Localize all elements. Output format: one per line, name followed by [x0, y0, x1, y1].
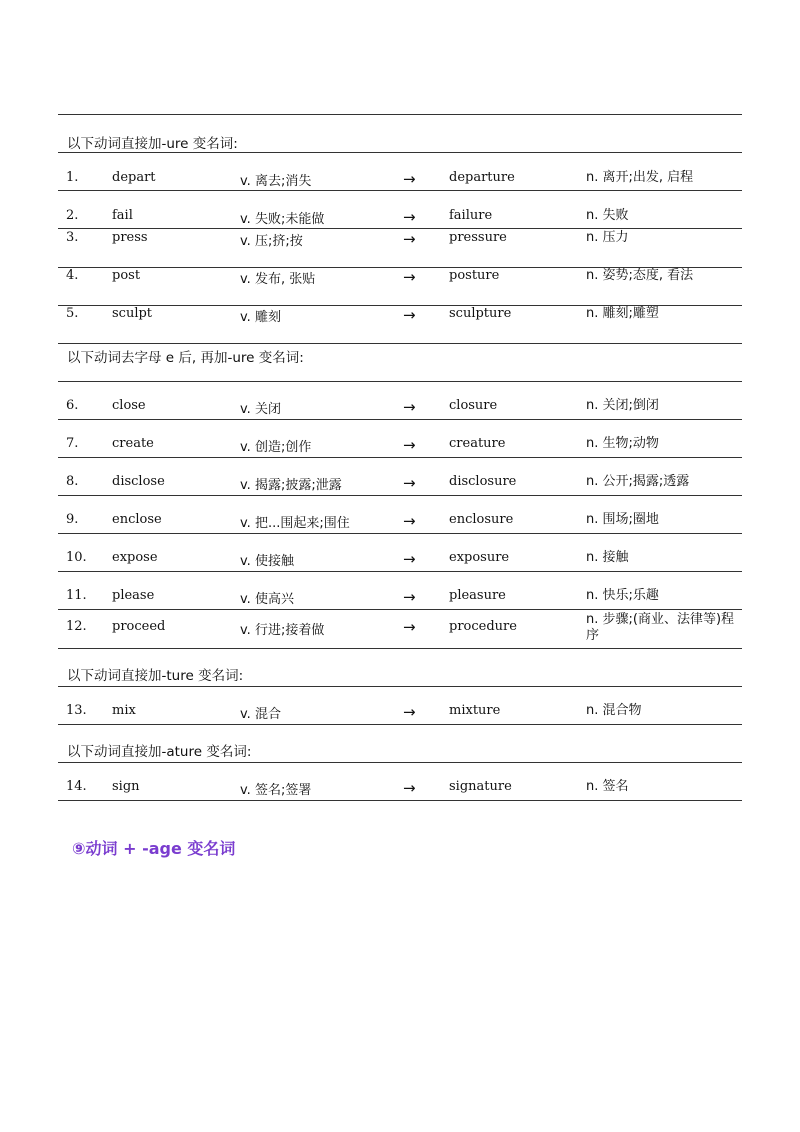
row-number: 2. — [66, 208, 79, 223]
noun-word: closure — [449, 398, 498, 413]
row-rule — [58, 228, 742, 229]
verb-definition: v. 行进;接着做 — [240, 623, 325, 638]
noun-word: failure — [449, 208, 493, 223]
section-heading-ture: 以下动词直接加-ture 变名词: — [67, 668, 244, 684]
row-number: 8. — [66, 474, 79, 489]
noun-definition: n. 雕刻;雕塑 — [586, 306, 659, 321]
arrow-icon: → — [403, 779, 416, 797]
noun-definition: n. 公开;揭露;透露 — [586, 474, 690, 489]
noun-definition: n. 姿势;态度, 看法 — [586, 268, 694, 283]
noun-word: pleasure — [449, 588, 506, 603]
noun-definition: n. 失败 — [586, 208, 629, 223]
noun-word: exposure — [449, 550, 510, 565]
noun-definition: n. 步骤;(商业、法律等)程序 — [586, 612, 735, 643]
verb-definition: v. 把...围起来;围住 — [240, 516, 350, 531]
row-rule — [58, 533, 742, 534]
verb-definition: v. 揭露;披露;泄露 — [240, 478, 342, 493]
noun-word: pressure — [449, 230, 507, 245]
row-rule — [58, 343, 742, 344]
row-number: 11. — [66, 588, 87, 603]
verb-definition: v. 失败;未能做 — [240, 212, 325, 227]
table-top-rule — [58, 114, 742, 115]
row-number: 7. — [66, 436, 79, 451]
row-number: 9. — [66, 512, 79, 527]
verb-word: fail — [112, 208, 133, 223]
section-heading-ure: 以下动词直接加-ure 变名词: — [67, 136, 238, 152]
verb-definition: v. 创造;创作 — [240, 440, 312, 455]
verb-definition: v. 使接触 — [240, 554, 294, 569]
verb-definition: v. 雕刻 — [240, 310, 281, 325]
arrow-icon: → — [403, 512, 416, 530]
noun-definition: n. 接触 — [586, 550, 629, 565]
noun-word: signature — [449, 779, 512, 794]
arrow-icon: → — [403, 306, 416, 324]
next-section-heading: ⑨动词 + -age 变名词 — [72, 839, 236, 858]
noun-word: posture — [449, 268, 500, 283]
arrow-icon: → — [403, 208, 416, 226]
verb-word: create — [112, 436, 154, 451]
noun-word: departure — [449, 170, 515, 185]
section-rule — [58, 686, 742, 687]
row-rule — [58, 495, 742, 496]
row-rule — [58, 724, 742, 725]
arrow-icon: → — [403, 230, 416, 248]
arrow-icon: → — [403, 550, 416, 568]
arrow-icon: → — [403, 703, 416, 721]
noun-definition: n. 压力 — [586, 230, 629, 245]
verb-word: sculpt — [112, 306, 153, 321]
verb-definition: v. 使高兴 — [240, 592, 294, 607]
verb-definition: v. 离去;消失 — [240, 174, 312, 189]
section-heading-ature: 以下动词直接加-ature 变名词: — [67, 744, 252, 760]
row-number: 6. — [66, 398, 79, 413]
noun-word: procedure — [449, 619, 517, 634]
row-rule — [58, 457, 742, 458]
noun-word: sculpture — [449, 306, 512, 321]
row-number: 4. — [66, 268, 79, 283]
noun-definition: n. 围场;圈地 — [586, 512, 659, 527]
row-number: 5. — [66, 306, 79, 321]
row-rule — [58, 648, 742, 649]
row-number: 12. — [66, 619, 87, 634]
noun-definition: n. 生物;动物 — [586, 436, 659, 451]
verb-word: post — [112, 268, 141, 283]
noun-word: disclosure — [449, 474, 517, 489]
arrow-icon: → — [403, 588, 416, 606]
verb-word: press — [112, 230, 148, 245]
noun-definition: n. 快乐;乐趣 — [586, 588, 659, 603]
section-rule — [58, 152, 742, 153]
arrow-icon: → — [403, 268, 416, 286]
arrow-icon: → — [403, 398, 416, 416]
noun-definition: n. 离开;出发, 启程 — [586, 170, 694, 185]
arrow-icon: → — [403, 170, 416, 188]
row-number: 3. — [66, 230, 79, 245]
verb-word: disclose — [112, 474, 165, 489]
arrow-icon: → — [403, 618, 416, 636]
verb-definition: v. 压;挤;按 — [240, 234, 303, 249]
verb-word: close — [112, 398, 146, 413]
verb-word: mix — [112, 703, 136, 718]
arrow-icon: → — [403, 474, 416, 492]
noun-word: creature — [449, 436, 506, 451]
row-rule — [58, 419, 742, 420]
arrow-icon: → — [403, 436, 416, 454]
verb-word: please — [112, 588, 155, 603]
verb-word: proceed — [112, 619, 166, 634]
section-rule — [58, 762, 742, 763]
row-rule — [58, 571, 742, 572]
verb-word: depart — [112, 170, 156, 185]
table-bottom-rule — [58, 800, 742, 801]
noun-definition: n. 关闭;倒闭 — [586, 398, 659, 413]
row-number: 1. — [66, 170, 79, 185]
noun-definition: n. 签名 — [586, 779, 629, 794]
row-number: 13. — [66, 703, 87, 718]
verb-word: sign — [112, 779, 140, 794]
verb-definition: v. 混合 — [240, 707, 281, 722]
verb-definition: v. 关闭 — [240, 402, 281, 417]
noun-word: mixture — [449, 703, 501, 718]
noun-word: enclosure — [449, 512, 514, 527]
verb-definition: v. 签名;签署 — [240, 783, 312, 798]
verb-word: enclose — [112, 512, 162, 527]
verb-word: expose — [112, 550, 158, 565]
row-number: 14. — [66, 779, 87, 794]
section-heading-drop-e-ure: 以下动词去字母 e 后, 再加-ure 变名词: — [67, 350, 304, 366]
noun-definition: n. 混合物 — [586, 703, 642, 718]
row-number: 10. — [66, 550, 87, 565]
row-rule — [58, 190, 742, 191]
section-rule — [58, 381, 742, 382]
verb-definition: v. 发布, 张贴 — [240, 272, 316, 287]
row-rule — [58, 609, 742, 610]
